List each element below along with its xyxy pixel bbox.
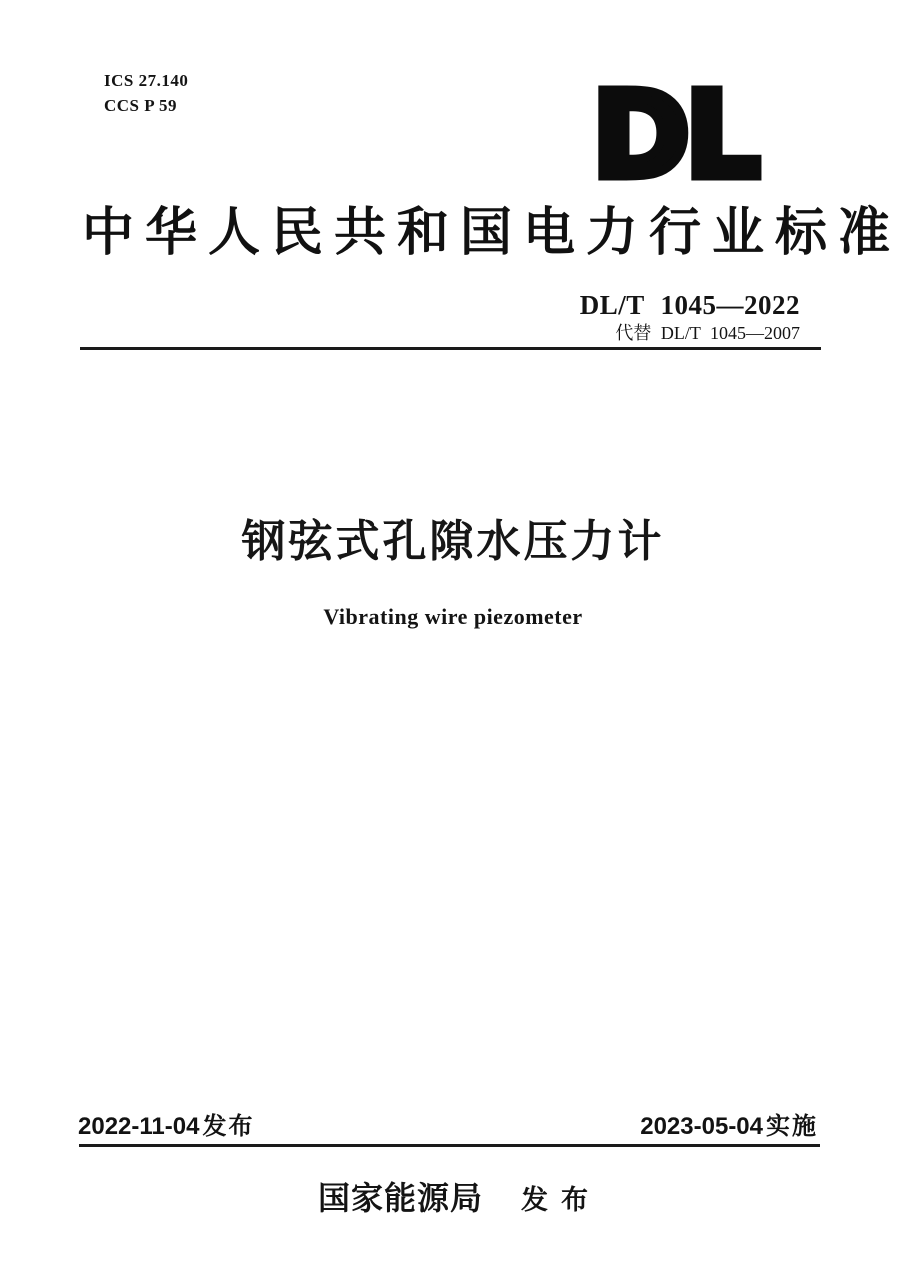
issuing-authority: 国家能源局	[317, 1180, 483, 1216]
bottom-rule	[79, 1144, 820, 1147]
publish-label: 发布	[521, 1185, 601, 1215]
implement-date: 2023-05-04	[640, 1113, 763, 1140]
publisher-row	[0, 1180, 906, 1216]
standard-number: DL/T 1045—2022	[579, 290, 800, 320]
document-title-en: Vibrating wire piezometer	[323, 604, 583, 629]
replaced-standard-number: 代替 DL/T 1045—2007	[615, 323, 800, 343]
national-standard-title: 中华人民共和国电力行业标准	[82, 205, 902, 262]
ccs-code: CCS P 59	[104, 96, 177, 115]
document-title-cn: 钢弦式孔隙水压力计	[241, 517, 665, 566]
dl-logo: DL	[592, 66, 756, 204]
ics-code: ICS 27.140	[104, 71, 189, 90]
implement-label: 实施	[766, 1113, 818, 1140]
implement-date-line	[640, 1112, 818, 1142]
issue-label: 发布	[202, 1113, 255, 1140]
issue-date: 2022-11-04	[78, 1113, 200, 1140]
standard-number-block	[580, 290, 800, 344]
issue-date-line	[78, 1112, 254, 1142]
top-rule	[80, 347, 821, 350]
classification-codes	[104, 68, 188, 118]
